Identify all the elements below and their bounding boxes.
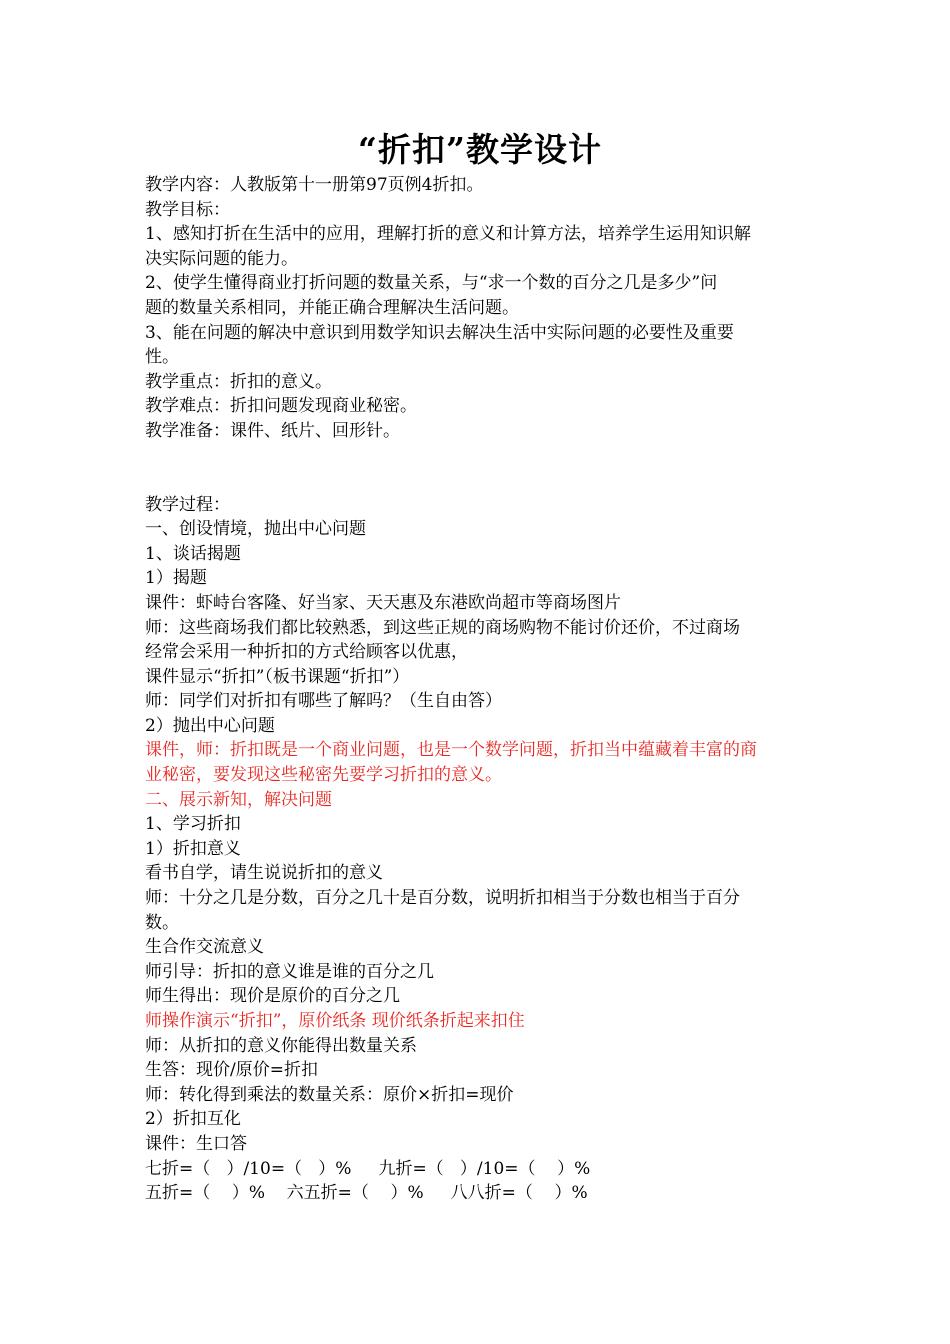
body-line: 1）揭题 [145, 568, 207, 589]
objective-line: 3、能在问题的解决中意识到用数学知识去解决生活中实际问题的必要性及重要 [145, 322, 734, 343]
section-heading-highlight: 二、展示新知，解决问题 [145, 789, 332, 810]
objective-line: 2、使学生懂得商业打折问题的数量关系，与“求一个数的百分之几是多少”问 [145, 273, 718, 294]
body-line: 师：这些商场我们都比较熟悉，到这些正规的商场购物不能讨价还价，不过商场 [145, 617, 740, 638]
highlight-line: 业秘密，要发现这些秘密先要学习折扣的意义。 [145, 765, 502, 786]
body-line: 师生得出：现价是原价的百分之几 [145, 986, 400, 1007]
body-line: 生答：现价/原价=折扣 [145, 1060, 318, 1081]
process-section [145, 493, 815, 1206]
key-point-line: 教学重点：折扣的意义。 [145, 371, 332, 392]
objective-line: 1、感知打折在生活中的应用，理解打折的意义和计算方法，培养学生运用知识解 [145, 224, 751, 245]
header-section [145, 173, 815, 444]
highlight-line: 课件，师：折扣既是一个商业问题，也是一个数学问题，折扣当中蕴藏着丰富的商 [145, 740, 757, 761]
body-line: 师：同学们对折扣有哪些了解吗？（生自由答） [145, 691, 502, 712]
exercise-line: 五折=（ ）% 六五折=（ ）% 八八折=（ ）% [145, 1183, 588, 1204]
body-line: 2）折扣互化 [145, 1109, 241, 1130]
document-page [145, 128, 815, 1206]
body-line: 课件：虾峙台客隆、好当家、天天惠及东港欧尚超市等商场图片 [145, 592, 621, 613]
objectives-heading: 教学目标： [145, 199, 230, 220]
body-line: 看书自学，请生说说折扣的意义 [145, 863, 383, 884]
body-line: 经常会采用一种折扣的方式给顾客以优惠， [145, 642, 468, 663]
body-line: 师：十分之几是分数，百分之几十是百分数，说明折扣相当于分数也相当于百分 [145, 888, 740, 909]
body-line: 师：转化得到乘法的数量关系：原价×折扣=现价 [145, 1084, 514, 1105]
preparation-line: 教学准备：课件、纸片、回形针。 [145, 420, 400, 441]
body-line: 1、谈话揭题 [145, 543, 241, 564]
highlight-line: 师操作演示“折扣”，原价纸条 现价纸条折起来扣住 [145, 1011, 525, 1031]
body-line: 1、学习折扣 [145, 814, 241, 835]
exercise-line: 七折=（ ）/10=（ ）% 九折=（ ）/10=（ ）% [145, 1158, 591, 1179]
content-line: 教学内容：人教版第十一册第97页例4折扣。 [145, 175, 484, 195]
paragraph-gap [145, 444, 815, 493]
body-line: 数。 [145, 912, 179, 933]
body-line: 课件显示“折扣”（板书课题“折扣”） [145, 666, 410, 687]
body-line: 1）折扣意义 [145, 838, 241, 859]
section-heading: 一、创设情境，抛出中心问题 [145, 519, 366, 540]
objective-line: 题的数量关系相同，并能正确合理解决生活问题。 [145, 297, 519, 318]
document-title: “折扣”教学设计 [358, 130, 602, 169]
difficulty-line: 教学难点：折扣问题发现商业秘密。 [145, 396, 417, 417]
body-line: 生合作交流意义 [145, 937, 264, 958]
body-line: 师引导：折扣的意义谁是谁的百分之几 [145, 961, 434, 982]
body-line: 课件：生口答 [145, 1133, 247, 1154]
body-line: 2）抛出中心问题 [145, 715, 275, 736]
objective-line: 性。 [145, 347, 179, 368]
process-heading: 教学过程： [145, 494, 230, 515]
body-line: 师：从折扣的意义你能得出数量关系 [145, 1035, 417, 1056]
objective-line: 决实际问题的能力。 [145, 248, 298, 269]
